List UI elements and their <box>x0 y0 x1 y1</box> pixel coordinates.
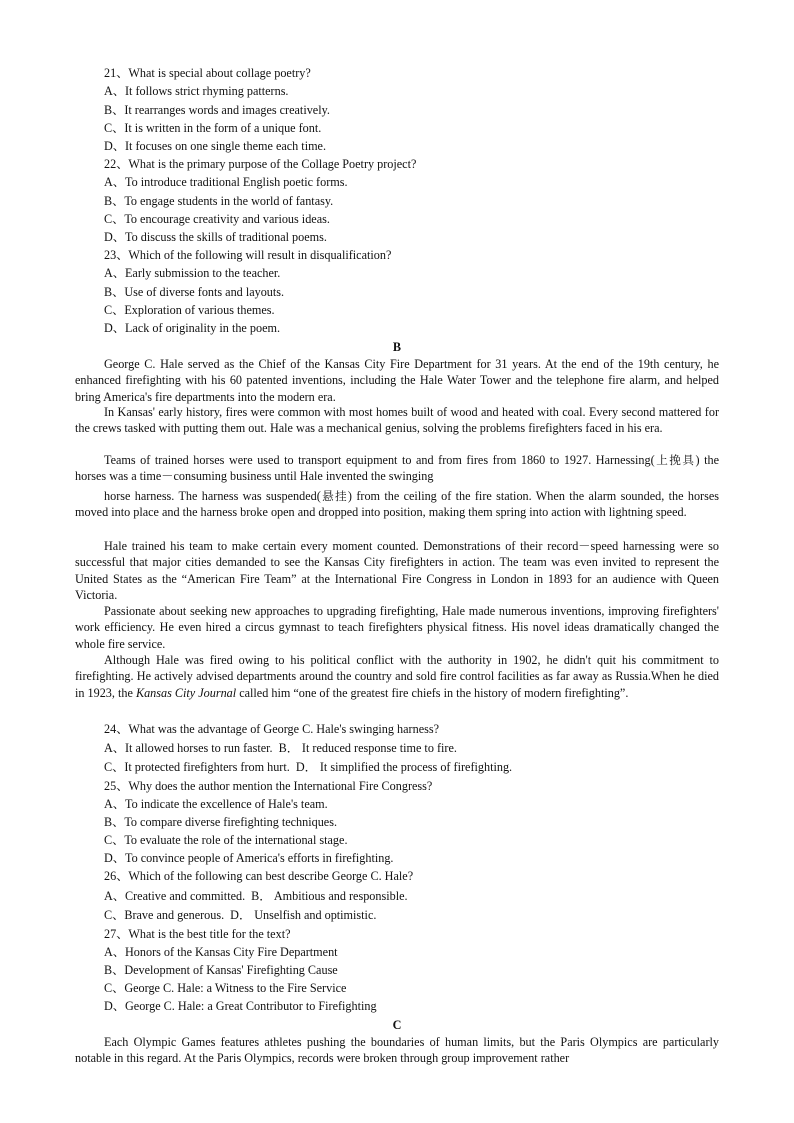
question-22-option-d: D、To discuss the skills of traditional poems. <box>104 230 327 244</box>
question-25-option-a: A、To indicate the excellence of Hale's team. <box>104 797 328 811</box>
question-23-stem: 23、Which of the following will result in disqualification? <box>104 248 392 262</box>
section-c-paragraph-1: Each Olympic Games features athletes pushing the boundaries of human limits, but the Paris Olympics are particularly notable in this regard. At the Paris Olympics, records were broken through group improvement rather <box>75 1035 719 1066</box>
question-23-option-b: B、Use of diverse fonts and layouts. <box>104 285 285 299</box>
newspaper-title: Kansas City Journal <box>135 685 237 700</box>
paragraph-3-chinese-gloss: 上挽具 <box>654 453 696 467</box>
question-26-options-row-1 <box>104 887 414 905</box>
question-27-option-b: B、Development of Kansas' Firefighting Cause <box>104 963 338 977</box>
section-b-paragraph-5: Hale trained his team to make certain every moment counted. Demonstrations of their record－speed harnessing were so successful that major cities demanded to see the Kansas City firefighters in action. The team was even invited to represent the United States as the “American Fire Team” at the International Fire Congress in London in 1893 for an audience with Queen Victoria. <box>75 539 719 603</box>
section-b-paragraph-4 <box>75 488 719 521</box>
question-27-option-a: A、Honors of the Kansas City Fire Department <box>104 945 338 959</box>
paragraph-4-tail: ) from the ceiling of the fire station. When the alarm sounded, the horses moved into place and the harness broke open and dropped into position, making them spring into action with lightning speed. <box>75 489 719 520</box>
question-24-options-row-1 <box>104 739 463 757</box>
question-25-option-b: B、To compare diverse firefighting techniques. <box>104 815 338 829</box>
question-25-option-c: C、To evaluate the role of the international stage. <box>104 833 348 847</box>
question-21-option-d: D、It focuses on one single theme each time. <box>104 139 327 153</box>
question-27-option-d: D、George C. Hale: a Great Contributor to Firefighting <box>104 999 377 1013</box>
question-25-stem: 25、Why does the author mention the International Fire Congress? <box>104 779 433 793</box>
section-b-paragraph-6: Passionate about seeking new approaches to upgrading firefighting, Hale made numerous inventions, improving firefighters' work efficiency. He even hired a circus gymnast to teach firefighters physical fitness. His novel ideas dramatically changed the whole fire service. <box>75 604 719 651</box>
question-26-option-c: C、Brave and generous. <box>104 908 225 922</box>
paragraph-3-lead: Teams of trained horses were used to transport equipment to and from fires from 1860 to 1927. Harnessing( <box>104 453 655 467</box>
question-26-options-row-2 <box>104 906 382 924</box>
question-21-option-b: B、It rearranges words and images creatively. <box>104 103 330 117</box>
question-26-stem: 26、Which of the following can best describe George C. Hale? <box>104 869 414 883</box>
question-24-options-row-2 <box>104 758 518 776</box>
question-23-option-a: A、Early submission to the teacher. <box>104 266 281 280</box>
question-26-option-b: B． Ambitious and responsible. <box>251 889 408 903</box>
question-26-option-a: A、Creative and committed. <box>104 889 246 903</box>
paragraph-4-chinese-gloss: 悬挂 <box>320 489 348 503</box>
question-22-option-a: A、To introduce traditional English poetic forms. <box>104 175 348 189</box>
section-b-paragraph-2: In Kansas' early history, fires were common with most homes built of wood and heated with coal. Every second mattered for the crews tasked with putting them out. Hale was a mechanical genius, solving the problems firefighters faced in his era. <box>75 405 719 436</box>
question-21-option-c: C、It is written in the form of a unique font. <box>104 121 322 135</box>
section-b-paragraph-3 <box>75 452 719 485</box>
question-22-option-b: B、To engage students in the world of fantasy. <box>104 194 334 208</box>
question-24-option-a: A、It allowed horses to run faster. <box>104 741 273 755</box>
question-22-option-c: C、To encourage creativity and various ideas. <box>104 212 330 226</box>
question-26-option-d: D． Unselfish and optimistic. <box>230 908 377 922</box>
question-23-option-c: C、Exploration of various themes. <box>104 303 275 317</box>
question-24-option-b: B． It reduced response time to fire. <box>278 741 457 755</box>
question-23-option-d: D、Lack of originality in the poem. <box>104 321 280 335</box>
paragraph-4-lead: horse harness. The harness was suspended( <box>104 489 321 503</box>
question-22-stem: 22、What is the primary purpose of the Collage Poetry project? <box>104 157 417 171</box>
section-b-heading: B <box>392 340 402 354</box>
question-27-option-c: C、George C. Hale: a Witness to the Fire Service <box>104 981 347 995</box>
question-24-stem: 24、What was the advantage of George C. Hale's swinging harness? <box>104 722 440 736</box>
paragraph-7-tail: called him “one of the greatest fire chiefs in the history of modern firefighting”. <box>236 685 629 700</box>
section-b-paragraph-7 <box>75 652 719 701</box>
question-21-option-a: A、It follows strict rhyming patterns. <box>104 84 289 98</box>
paragraph-7-lead: Although Hale was fired owing to his political conflict with the authority in 1902, he didn't quit his commitment to firefighting. He actively advised departments around the country and sold fire control facilities as far away as Russia.When he died in 1923, the <box>75 653 719 700</box>
question-24-option-c: C、It protected firefighters from hurt. <box>104 760 290 774</box>
question-21-stem: 21、What is special about collage poetry? <box>104 66 311 80</box>
question-27-stem: 27、What is the best title for the text? <box>104 927 291 941</box>
paragraph-3-tail: ) the horses was a time－consuming business until Hale invented the swinging <box>75 453 719 484</box>
question-24-option-d: D． It simplified the process of firefighting. <box>295 760 513 774</box>
question-25-option-d: D、To convince people of America's efforts in firefighting. <box>104 851 394 865</box>
section-b-paragraph-1: George C. Hale served as the Chief of the Kansas City Fire Department for 31 years. At the end of the 19th century, he enhanced firefighting with his 60 patented inventions, including the Hale Water Tower and the telephone fire alarm, and helped bring America's fire departments into the modern era. <box>75 357 719 404</box>
section-c-heading: C <box>392 1018 402 1032</box>
